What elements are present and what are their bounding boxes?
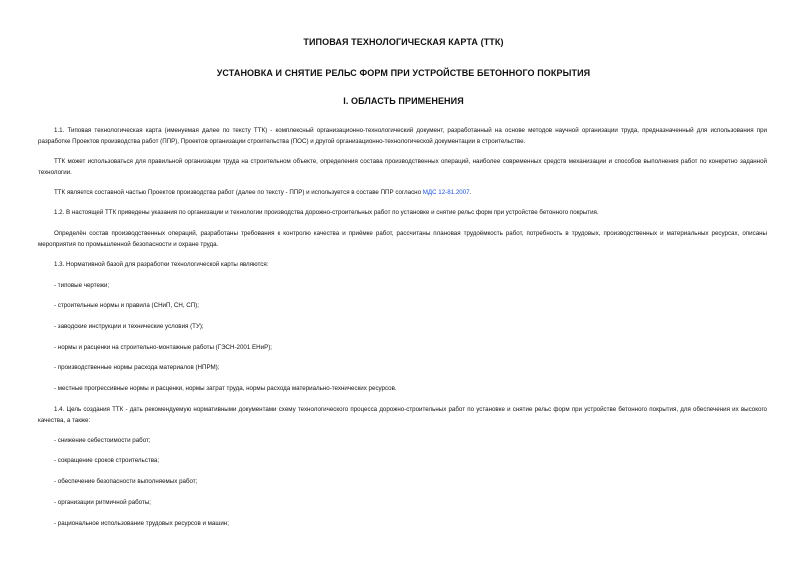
list-item: - местные прогрессивные нормы и расценки, нормы затрат труда, нормы расхода материально-технических ресурсов. xyxy=(54,385,397,392)
document-subtitle: УСТАНОВКА И СНЯТИЕ РЕЛЬС ФОРМ ПРИ УСТРОЙСТВЕ БЕТОННОГО ПОКРЫТИЯ xyxy=(216,68,591,78)
list-item: - производственные нормы расхода материалов (НПРМ); xyxy=(54,364,220,371)
list-item: - строительные нормы и правила (СНиП, СН, СП); xyxy=(54,302,199,309)
section-heading: I. ОБЛАСТЬ ПРИМЕНЕНИЯ xyxy=(343,96,464,106)
list-item: - типовые чертежи; xyxy=(54,282,110,289)
list-item: - рациональное использование трудовых ресурсов и машин; xyxy=(54,520,229,527)
list-item: - заводские инструкции и технические условия (ТУ); xyxy=(54,323,204,330)
paragraph-ttk-part xyxy=(38,188,767,199)
list-item: - нормы и расценки на строительно-монтажные работы (ГЭСН-2001 ЕНиР); xyxy=(54,344,272,351)
paragraph-composition: Определён состав производственных операций, разработаны требования к контролю качества и приёмке работ, рассчитаны плановая трудоёмкость работ, потребность в трудовых, производственных и материальных ресурсах, описаны мероприятия по промышленной безопасности и охране труда. xyxy=(38,230,767,248)
paragraph-ttk-part-text: ТТК является составной частью Проектов производства работ (далее по тексту - ППР) и используется в составе ППР согласно xyxy=(54,189,423,196)
list-item: - организации ритмичной работы; xyxy=(54,499,151,506)
paragraph-1-4: 1.4. Цель создания ТТК - дать рекомендуемую нормативными документами схему технологического процесса дорожно-строительных работ по установке и снятие рельс форм при устройстве бетонного покрытия, для обеспечения их высокого качества, а также: xyxy=(38,406,767,424)
paragraph-ttk-usage: ТТК может использоваться для правильной организации труда на строительном объекте, определения состава производственных операций, наиболее современных средств механизации и способов выполнения работ по конкретно заданной технологии. xyxy=(38,158,767,176)
paragraph-ttk-part-end: . xyxy=(469,189,472,196)
paragraph-1-2: 1.2. В настоящей ТТК приведены указания по организации и технологии производства дорожно-строительных работ по установке и снятие рельс форм при устройстве бетонного покрытия. xyxy=(54,209,599,216)
list-item: - снижение себестоимости работ; xyxy=(54,437,151,444)
list-item: - сокращение сроков строительства; xyxy=(54,457,160,464)
document-title: ТИПОВАЯ ТЕХНОЛОГИЧЕСКАЯ КАРТА (ТТК) xyxy=(303,37,504,47)
paragraph-1-3: 1.3. Нормативной базой для разработки технологической карты являются: xyxy=(54,261,269,268)
mds-link[interactable]: МДС 12-81.2007 xyxy=(422,189,470,196)
paragraph-1-1: 1.1. Типовая технологическая карта (именуемая далее по тексту ТТК) - комплексный организационно-технологический документ, разработанный на основе методов научной организации труда, предназначенный для использования при разработке Проектов производства работ (ППР), Проектов организации строительства (ПОС) и другой организационно-технологической документации в строительстве. xyxy=(38,127,767,145)
list-item: - обеспечение безопасности выполняемых работ; xyxy=(54,478,198,485)
